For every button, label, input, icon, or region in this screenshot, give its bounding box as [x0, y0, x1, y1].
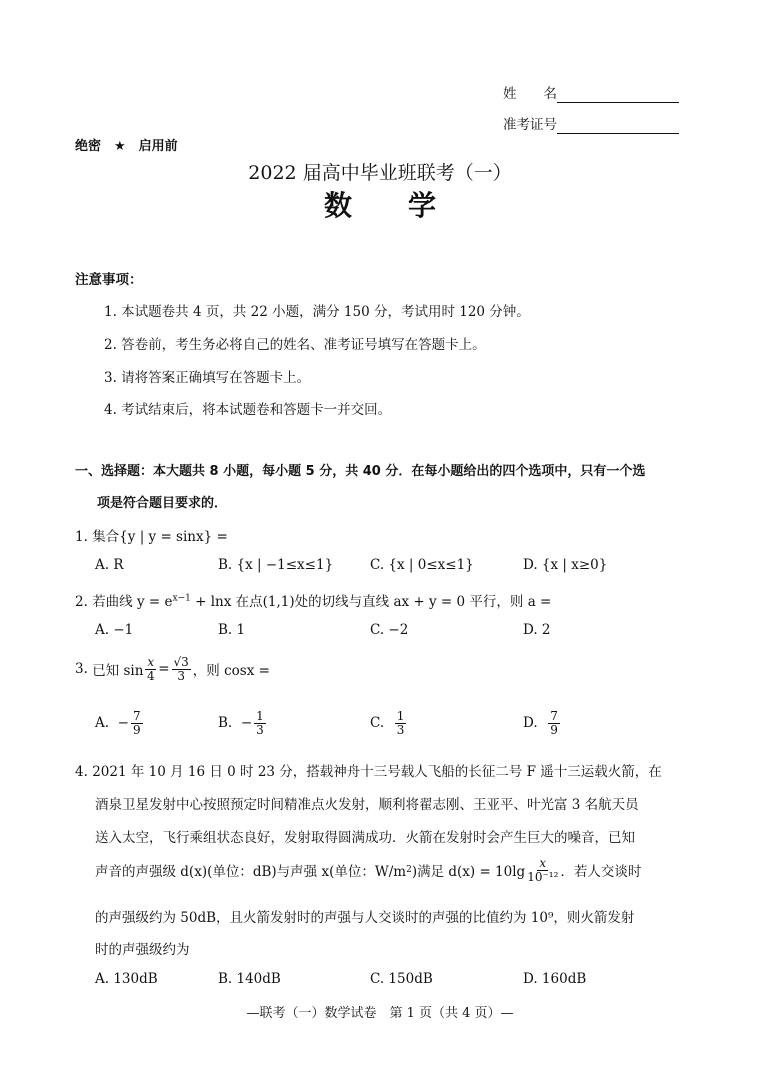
- question-number: 3.: [75, 661, 88, 678]
- option-a: A. −1: [95, 622, 134, 638]
- name-blank: [557, 86, 679, 103]
- fraction: $\frac{√3}{3}$: [173, 655, 189, 683]
- section-heading-line2: 项是符合题目要求的．: [97, 496, 228, 511]
- question-text: 若曲线 y = e: [92, 594, 173, 610]
- notice-item: 1. 本试题卷共 4 页，共 22 小题，满分 150 分，考试用时 120 分钟。: [104, 304, 530, 320]
- option-d: D. 160dB: [523, 971, 587, 987]
- section-heading-line1: 一、选择题：本大题共 8 小题，每小题 5 分，共 40 分．在每小题给出的四个选项中，只有一个选: [75, 464, 646, 479]
- question-text: 集合{y | y = sinx} =: [92, 529, 228, 545]
- exponent: x−1: [172, 593, 191, 604]
- notices-heading: 注意事项：: [75, 272, 143, 288]
- page-footer: —联考（一）数学试卷 第 1 页（共 4 页）—: [246, 1006, 514, 1021]
- question-number: 4.: [75, 764, 88, 780]
- notice-item: 4. 考试结束后，将本试题卷和答题卡一并交回。: [104, 402, 392, 418]
- fraction: $\frac{7}{9}$: [132, 709, 141, 737]
- fraction: $\frac{1}{3}$: [396, 709, 405, 737]
- question-text: + lnx 在点(1,1)处的切线与直线 ax + y = 0 平行，则 a =: [190, 594, 552, 610]
- question-number: 1.: [75, 529, 88, 545]
- question-4-line: 声音的声强级 d(x)(单位：dB)与声强 x(单位：W/m 2 )满足 d(x) = 10lg $\frac{x}{\text{10⁻¹²}}$ ．若人交谈时: [95, 856, 642, 884]
- option-a: A. 130dB: [95, 971, 158, 987]
- option-c: C. −2: [370, 622, 409, 638]
- question-text: 2021 年 10 月 16 日 0 时 23 分，搭载神舟十三号载人飞船的长征二号 F 遥十三运载火箭，在: [92, 764, 662, 780]
- subject-title: 数 学: [323, 189, 436, 222]
- question-text: 已知 sin: [92, 663, 144, 680]
- question-4-line: [75, 760, 662, 780]
- exam-title: 2022 届高中毕业班联考（一）: [248, 162, 512, 184]
- option-b: B. {x | −1≤x≤1}: [218, 557, 334, 573]
- notice-item: 2. 答卷前，考生务必将自己的姓名、准考证号填写在答题卡上。: [104, 337, 486, 353]
- fraction: $\frac{x}{4}$: [146, 655, 155, 683]
- option-d: D. $\frac{7}{9}$: [523, 709, 558, 737]
- option-b: B. 140dB: [218, 971, 281, 987]
- question-text: ，则 cosx =: [192, 663, 270, 680]
- exam-id-label: 准考证号: [503, 117, 557, 133]
- option-d: D. {x | x≥0}: [523, 557, 608, 573]
- question-2-stem: [75, 590, 551, 610]
- option-d: D. 2: [523, 622, 551, 638]
- name-label: 姓 名: [503, 86, 557, 102]
- question-1-stem: [75, 525, 228, 545]
- question-4-line: 送入太空，飞行乘组状态良好，发射取得圆满成功．火箭在发射时会产生巨大的噪音，已知: [95, 830, 635, 846]
- option-b: B. 1: [218, 622, 246, 638]
- exam-id-blank: [557, 117, 679, 134]
- question-4-line: 酒泉卫星发射中心按照预定时间精准点火发射，顺利将翟志刚、王亚平、叶光富 3 名航天员: [95, 797, 639, 813]
- question-4-line: 的声强级约为 50dB，且火箭发射时的声强与人交谈时的声强的比值约为 10⁹，则火箭发射: [95, 910, 635, 926]
- option-b: B. − $\frac{1}{3}$: [218, 709, 264, 737]
- fraction: $\frac{7}{9}$: [550, 709, 558, 737]
- fraction: $\frac{x}{\text{10⁻¹²}}$: [527, 856, 559, 884]
- question-3-stem: 3. 已知 sin $\frac{x}{4}$ = $\frac{√3}{3}$ ，则 cosx =: [75, 655, 270, 683]
- notice-item: 3. 请将答案正确填写在答题卡上。: [104, 370, 311, 386]
- option-c: C. {x | 0≤x≤1}: [370, 557, 474, 573]
- option-a: A. − $\frac{7}{9}$: [95, 709, 141, 737]
- secret-label: 绝密 ★ 启用前: [75, 139, 178, 154]
- question-number: 2.: [75, 594, 88, 610]
- exam-id-field: [503, 113, 679, 134]
- option-c: C. $\frac{1}{3}$: [370, 709, 405, 737]
- fraction: $\frac{1}{3}$: [256, 709, 264, 737]
- option-c: C. 150dB: [370, 971, 433, 987]
- option-a: A. R: [95, 557, 124, 573]
- name-field: [503, 82, 679, 103]
- question-4-line: 时的声强级约为: [95, 942, 190, 958]
